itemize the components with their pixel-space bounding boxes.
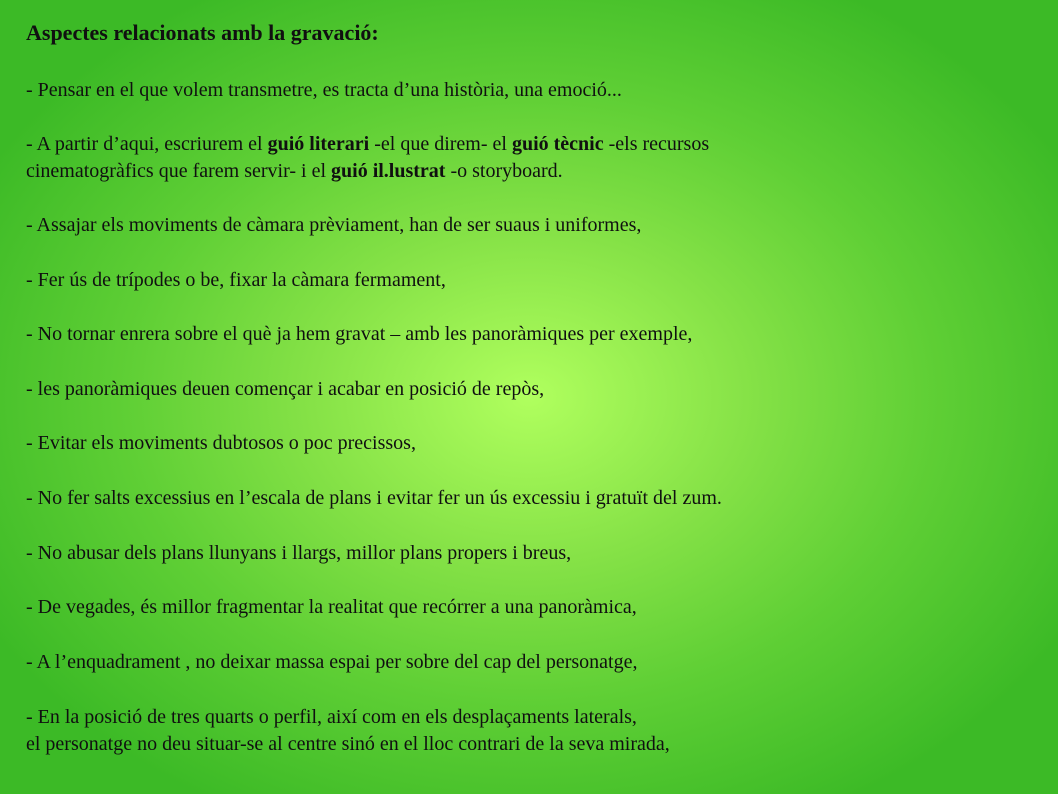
bullet-pan-rest: - les panoràmiques deuen començar i acabar en posició de repòs, [26, 378, 545, 400]
slide-title: Aspectes relacionats amb la gravació: [26, 20, 379, 45]
bullet-scripts-text-2: -el que direm- el [369, 133, 512, 155]
bullet-scripts [26, 131, 709, 185]
guio-illustrat-term: guió il.lustrat [331, 160, 446, 182]
bullet-no-jumps: - No fer salts excessius en l’escala de plans i evitar fer un ús excessiu i gratuït del zum. [26, 487, 722, 509]
bullet-scripts-text-5: -o storyboard. [445, 160, 563, 182]
bullet-scripts-text-1: - A partir d’aqui, escriurem el [26, 133, 268, 155]
bullet-no-going-back: - No tornar enrera sobre el què ja hem gravat – amb les panoràmiques per exemple, [26, 323, 693, 345]
guio-literari-term: guió literari [267, 133, 370, 155]
bullet-avoid-doubtful: - Evitar els moviments dubtosos o poc precissos, [26, 432, 416, 454]
bullet-fragment-reality: - De vegades, és millor fragmentar la realitat que recórrer a una panoràmica, [26, 596, 637, 618]
bullet-transmit: - Pensar en el que volem transmetre, es tracta d’una història, una emoció... [26, 79, 622, 101]
bullet-rehearse: - Assajar els moviments de càmara prèviament, han de ser suaus i uniformes, [26, 214, 642, 236]
bullet-tripods: - Fer ús de trípodes o be, fixar la càmara fermament, [26, 269, 446, 291]
guio-tecnic-term: guió tècnic [511, 133, 604, 155]
bullet-scripts-text-4: cinematogràfics que farem servir- i el [26, 160, 332, 182]
bullet-profile-position [26, 704, 670, 758]
bullet-close-shots: - No abusar dels plans llunyans i llargs, millor plans propers i breus, [26, 542, 572, 564]
bullet-framing: - A l’enquadrament , no deixar massa espai per sobre del cap del personatge, [26, 651, 638, 673]
bullet-scripts-text-3: -els recursos [603, 133, 710, 155]
bullet-profile-line-1: - En la posició de tres quarts o perfil, així com en els desplaçaments laterals, [26, 706, 637, 728]
bullet-profile-line-2: el personatge no deu situar-se al centre sinó en el lloc contrari de la seva mirada, [26, 733, 670, 755]
